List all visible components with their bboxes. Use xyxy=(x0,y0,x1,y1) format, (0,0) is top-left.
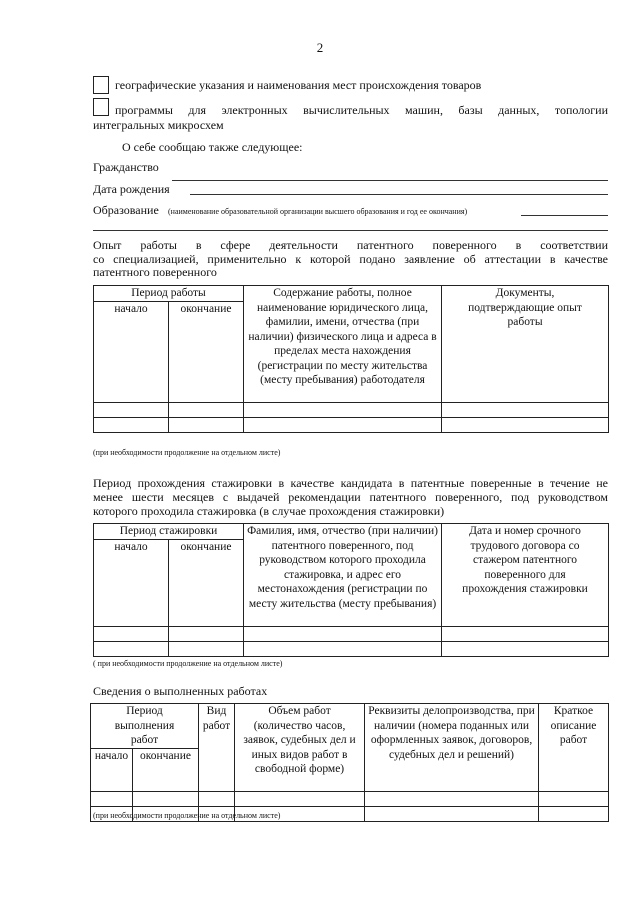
about-intro: О себе сообщаю также следующее: xyxy=(122,140,303,154)
birth-date-field[interactable] xyxy=(190,194,608,195)
experience-note: (при необходимости продолжение на отдельном листе) xyxy=(93,448,281,457)
education-field-line2[interactable] xyxy=(93,230,608,231)
table-row xyxy=(94,402,609,417)
page-number: 2 xyxy=(316,40,324,55)
int-period-header: Период стажировки xyxy=(94,524,244,540)
checkbox-software-label-2: интегральных микросхем xyxy=(93,118,224,132)
experience-heading-1: Опыт работы в сфере деятельности патентного поверенного в соответствии xyxy=(93,238,608,252)
works-kind-header: Вид работ xyxy=(199,704,235,792)
birth-date-label: Дата рождения xyxy=(93,182,170,196)
table-row xyxy=(94,641,609,656)
citizenship-label: Гражданство xyxy=(93,160,159,174)
exp-content-header: Содержание работы, полное наименование юридического лица, фамилии, имени, отчества (при наличии) физического лица и адреса в пределах места нахождения (регистрации по месту жительства (месту пребывания) работодателя xyxy=(244,286,442,403)
checkbox-software[interactable] xyxy=(93,98,109,116)
works-note: (при необходимости продолжение на отдельном листе) xyxy=(93,811,281,820)
internship-heading-1: Период прохождения стажировки в качестве кандидата в патентные поверенные в течение не xyxy=(93,476,608,490)
education-field[interactable] xyxy=(521,215,608,216)
experience-heading-3: патентного поверенного xyxy=(93,265,217,279)
exp-start-header: начало xyxy=(94,301,169,402)
works-end-header: окончание xyxy=(133,748,199,791)
works-period-header: Период выполнения работ xyxy=(91,704,199,749)
works-table xyxy=(90,703,609,822)
works-heading: Сведения о выполненных работах xyxy=(93,684,268,698)
int-start-header: начало xyxy=(94,539,169,626)
internship-heading-3: которого проходила стажировка (в случае прохождения стажировки) xyxy=(93,504,445,518)
exp-documents-header: Документы, подтверждающие опыт работы xyxy=(442,286,609,403)
int-contract-header: Дата и номер срочного трудового договора со стажером патентного поверенного для прохождения стажировки xyxy=(442,524,609,627)
table-row xyxy=(91,791,609,806)
works-description-header: Краткое описание работ xyxy=(539,704,609,792)
experience-heading-2: со специализацией, применительно к которой подано заявление об аттестации в качестве xyxy=(93,252,608,266)
checkbox-geographical-label: географические указания и наименования мест происхождения товаров xyxy=(115,78,482,92)
works-volume-header: Объем работ (количество часов, заявок, судебных дел и иных видов работ в свободной форме) xyxy=(235,704,365,792)
int-end-header: окончание xyxy=(169,539,244,626)
works-records-header: Реквизиты делопроизводства, при наличии (номера поданных или оформленных заявок, договоров, судебных дел и решений) xyxy=(365,704,539,792)
checkbox-geographical[interactable] xyxy=(93,76,109,94)
citizenship-field[interactable] xyxy=(172,180,608,181)
int-mentor-header: Фамилия, имя, отчество (при наличии) патентного поверенного, под руководством которого проходила стажировка, и адрес его местонахождения (регистрации по месту жительства (месту пребывания) xyxy=(244,524,442,627)
education-label: Образование xyxy=(93,203,159,217)
education-note: (наименование образовательной организации высшего образования и год ее окончания) xyxy=(168,207,468,216)
experience-table xyxy=(93,285,609,433)
exp-period-header: Период работы xyxy=(94,286,244,302)
table-row xyxy=(94,417,609,432)
internship-table xyxy=(93,523,609,657)
internship-note: ( при необходимости продолжение на отдельном листе) xyxy=(93,659,283,668)
internship-heading-2: менее шести месяцев с выдачей рекомендации патентного поверенного, под руководством xyxy=(93,490,608,504)
table-row xyxy=(94,626,609,641)
works-start-header: начало xyxy=(91,748,133,791)
exp-end-header: окончание xyxy=(169,301,244,402)
checkbox-software-label: программы для электронных вычислительных машин, базы данных, топологии xyxy=(115,103,608,117)
